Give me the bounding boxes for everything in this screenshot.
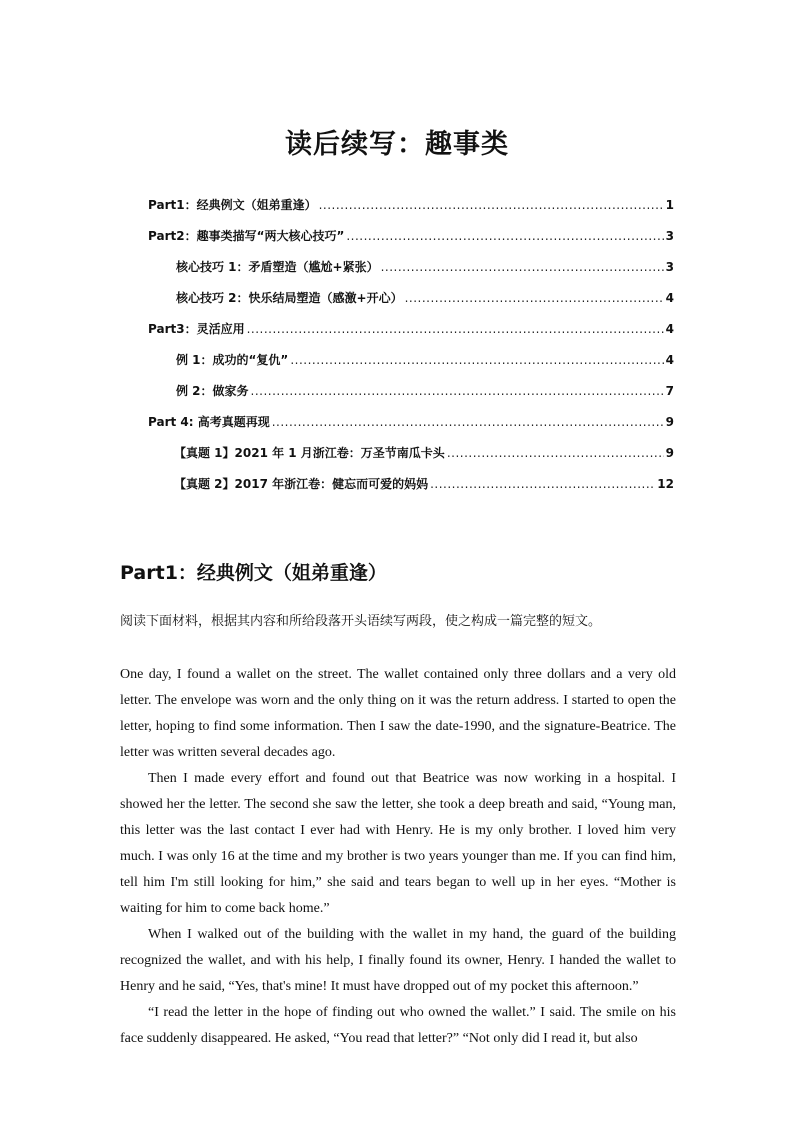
toc-entry-part1[interactable] <box>148 196 674 227</box>
toc-entry-example-1[interactable] <box>148 351 674 382</box>
toc-page-number: 9 <box>665 415 674 429</box>
toc-dot-leader <box>447 446 664 460</box>
passage-paragraph: When I walked out of the building with the wallet in my hand, the guard of the building recognized the wallet, and with his help, I finally found its owner, Henry. I handed the wallet to Henry and he said, “Yes, that's mine! It must have dropped out of my pocket this afternoon.” <box>120 927 676 994</box>
toc-dot-leader <box>381 260 664 274</box>
toc-page-number: 9 <box>665 446 674 460</box>
toc-dot-leader <box>272 415 664 429</box>
toc-entry-skill-1[interactable] <box>148 258 674 289</box>
toc-dot-leader <box>251 384 664 398</box>
toc-entry-label: 核心技巧 2：快乐结局塑造（感激+开心） <box>176 291 403 305</box>
toc-page-number: 4 <box>665 353 674 367</box>
toc-entry-part2[interactable] <box>148 227 674 258</box>
toc-dot-leader <box>247 322 664 336</box>
passage-paragraph: “I read the letter in the hope of finding out who owned the wallet.” I said. The smile on his face suddenly disappeared. He asked, “You read that letter?” “Not only did I read it, but also <box>120 1005 676 1046</box>
toc-dot-leader <box>430 477 655 491</box>
passage-paragraph: One day, I found a wallet on the street. The wallet contained only three dollars and a very old letter. The envelope was worn and the only thing on it was the return address. I started to open the letter, hoping to find some information. Then I saw the date-1990, and the signature-Beatrice. The letter was written several decades ago. <box>120 667 676 760</box>
toc-dot-leader <box>346 229 663 243</box>
toc-entry-exam-2[interactable] <box>148 475 674 506</box>
toc-page-number: 12 <box>657 477 674 491</box>
toc-page-number: 4 <box>665 291 674 305</box>
toc-entry-label: 核心技巧 1：矛盾塑造（尴尬+紧张） <box>176 260 379 274</box>
toc-entry-label: Part2：趣事类描写“两大核心技巧” <box>148 229 345 243</box>
toc-entry-label: 例 1：成功的“复仇” <box>176 353 289 367</box>
instruction-text: 阅读下面材料，根据其内容和所给段落开头语续写两段，使之构成一篇完整的短文。 <box>120 614 602 629</box>
section-heading: Part1：经典例文（姐弟重逢） <box>120 562 387 584</box>
page-title: 读后续写：趣事类 <box>285 129 509 160</box>
toc-entry-label: Part1：经典例文（姐弟重逢） <box>148 198 317 212</box>
toc-page-number: 3 <box>665 229 674 243</box>
toc-page-number: 1 <box>665 198 674 212</box>
passage-body <box>120 662 676 1052</box>
toc-page-number: 4 <box>665 322 674 336</box>
toc-dot-leader <box>319 198 664 212</box>
toc-page-number: 7 <box>665 384 674 398</box>
toc-dot-leader <box>405 291 664 305</box>
toc-entry-label: 【真题 2】2017 年浙江卷：健忘而可爱的妈妈 <box>174 477 429 491</box>
toc-entry-example-2[interactable] <box>148 382 674 413</box>
toc-entry-label: 【真题 1】2021 年 1 月浙江卷：万圣节南瓜卡头 <box>174 446 445 460</box>
toc-entry-part3[interactable] <box>148 320 674 351</box>
table-of-contents <box>148 196 674 506</box>
toc-entry-exam-1[interactable] <box>148 444 674 475</box>
toc-entry-label: Part 4: 高考真题再现 <box>148 415 270 429</box>
toc-entry-part4[interactable] <box>148 413 674 444</box>
toc-entry-label: Part3：灵活应用 <box>148 322 245 336</box>
toc-page-number: 3 <box>665 260 674 274</box>
passage-paragraph: Then I made every effort and found out that Beatrice was now working in a hospital. I showed her the letter. The second she saw the letter, she took a deep breath and said, “Young man, this letter was the last contact I ever had with Henry. He is my only brother. I loved him very much. I was only 16 at the time and my brother is two years younger than me. If you can find him, tell him I'm still looking for him,” she said and tears began to well up in her eyes. “Mother is waiting for him to come back home.” <box>120 771 676 916</box>
toc-entry-label: 例 2：做家务 <box>176 384 249 398</box>
toc-dot-leader <box>290 353 663 367</box>
toc-entry-skill-2[interactable] <box>148 289 674 320</box>
